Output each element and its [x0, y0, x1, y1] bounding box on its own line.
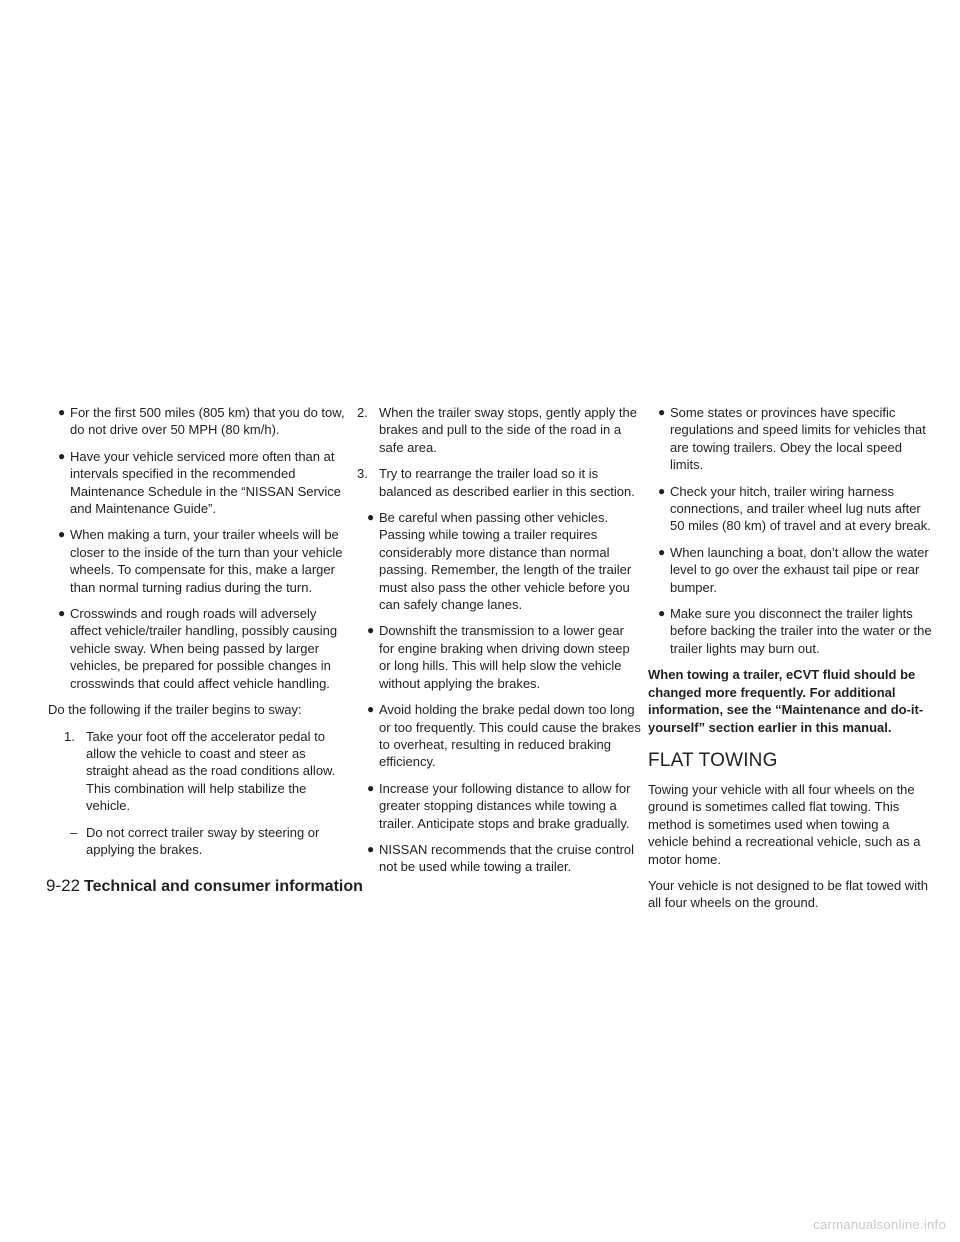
step-3: 3. Try to rearrange the trailer load so it is balanced as described earlier in this section.: [357, 466, 635, 499]
list-item: ● Downshift the transmission to a lower gear for engine braking when driving down steep or long hills. This will help slow the vehicle without applying the brakes.: [367, 623, 630, 691]
list-item: ● When launching a boat, don’t allow the water level to go over the exhaust tail pipe or rear bumper.: [658, 544, 929, 595]
column-left: [48, 404, 348, 867]
flat-towing-paragraph-2: Your vehicle is not designed to be flat towed with all four wheels on the ground.: [648, 877, 928, 911]
bullet-icon: ●: [367, 702, 375, 717]
bullet-icon: ●: [658, 405, 666, 419]
list-item: ● Avoid holding the brake pedal down too long or too frequently. This could cause the brakes to overheat, resulting in reduced braking efficiency.: [367, 702, 641, 770]
bullet-icon: ●: [58, 527, 66, 542]
column-right: [648, 404, 932, 921]
bullet-icon: ●: [658, 483, 666, 498]
list-item: ● Make sure you disconnect the trailer lights before backing the trailer into the water or the trailer lights may burn out.: [658, 606, 932, 656]
watermark: carmanualsonline.info: [813, 1217, 946, 1232]
bullet-icon: ●: [658, 544, 666, 559]
list-item: ● Have your vehicle serviced more often than at intervals specified in the recommended Maintenance Schedule in the “NISSAN Service and Maintenance Guide”.: [58, 448, 341, 517]
bullet-icon: ●: [367, 510, 375, 525]
list-item: ● For the first 500 miles (805 km) that you do tow, do not drive over 50 MPH (80 km/h).: [58, 405, 345, 438]
step-1-note: – Do not correct trailer sway by steering or applying the brakes.: [70, 824, 320, 857]
page-footer: [46, 876, 363, 897]
section-heading: FLAT TOWING: [648, 749, 778, 771]
bullet-icon: ●: [58, 448, 66, 463]
sway-intro: Do the following if the trailer begins to sway:: [48, 702, 302, 718]
section-title: Technical and consumer information: [84, 878, 363, 895]
bullet-icon: ●: [658, 606, 666, 621]
list-item: ● Increase your following distance to allow for greater stopping distances while towing a trailer. Anticipate stops and brake gradually.: [367, 780, 631, 831]
column-middle: [357, 404, 641, 885]
flat-towing-paragraph-1: Towing your vehicle with all four wheels on the ground is sometimes called flat towing. This method is sometimes used when towing a vehicle behind a recreational vehicle, such as a motor home.: [648, 781, 921, 867]
maintenance-notice: When towing a trailer, eCVT fluid should be changed more frequently. For additional information, see the “Maintenance and do-it-yourself” section earlier in this manual.: [648, 667, 924, 735]
page-number: 9-22: [46, 876, 81, 895]
bullet-icon: ●: [58, 405, 66, 419]
bullet-icon: ●: [367, 780, 375, 795]
list-item: ● When making a turn, your trailer wheels will be closer to the inside of the turn than your vehicle wheels. To compensate for this, make a larger than normal turning radius during the turn.: [58, 527, 343, 595]
step-2: 2. When the trailer sway stops, gently apply the brakes and pull to the side of the road in a safe area.: [357, 405, 637, 455]
list-item: ● Check your hitch, trailer wiring harness connections, and trailer wheel lug nuts after 50 miles (80 km) of travel and at every break.: [658, 483, 931, 534]
list-item: ● NISSAN recommends that the cruise control not be used while towing a trailer.: [367, 841, 635, 875]
bullet-icon: ●: [367, 841, 375, 856]
list-item: ● Some states or provinces have specific regulations and speed limits for vehicles that are towing trailers. Obey the local speed limits.: [658, 405, 926, 473]
bullet-icon: ●: [367, 623, 375, 638]
step-1: 1. Take your foot off the accelerator pedal to allow the vehicle to coast and steer as straight ahead as the road conditions allow. This combination will help stabilize the vehicle.: [64, 728, 336, 814]
list-item: ● Crosswinds and rough roads will adversely affect vehicle/trailer handling, possibly causing vehicle sway. When being passed by larger vehicles, be prepared for possible changes in crosswinds that could affect vehicle handling.: [58, 606, 338, 691]
bullet-icon: ●: [58, 606, 66, 621]
list-item: ● Be careful when passing other vehicles. Passing while towing a trailer requires considerably more distance than normal passing. Remember, the length of the trailer must also pass the other vehicle before you can safely change lanes.: [367, 510, 632, 613]
